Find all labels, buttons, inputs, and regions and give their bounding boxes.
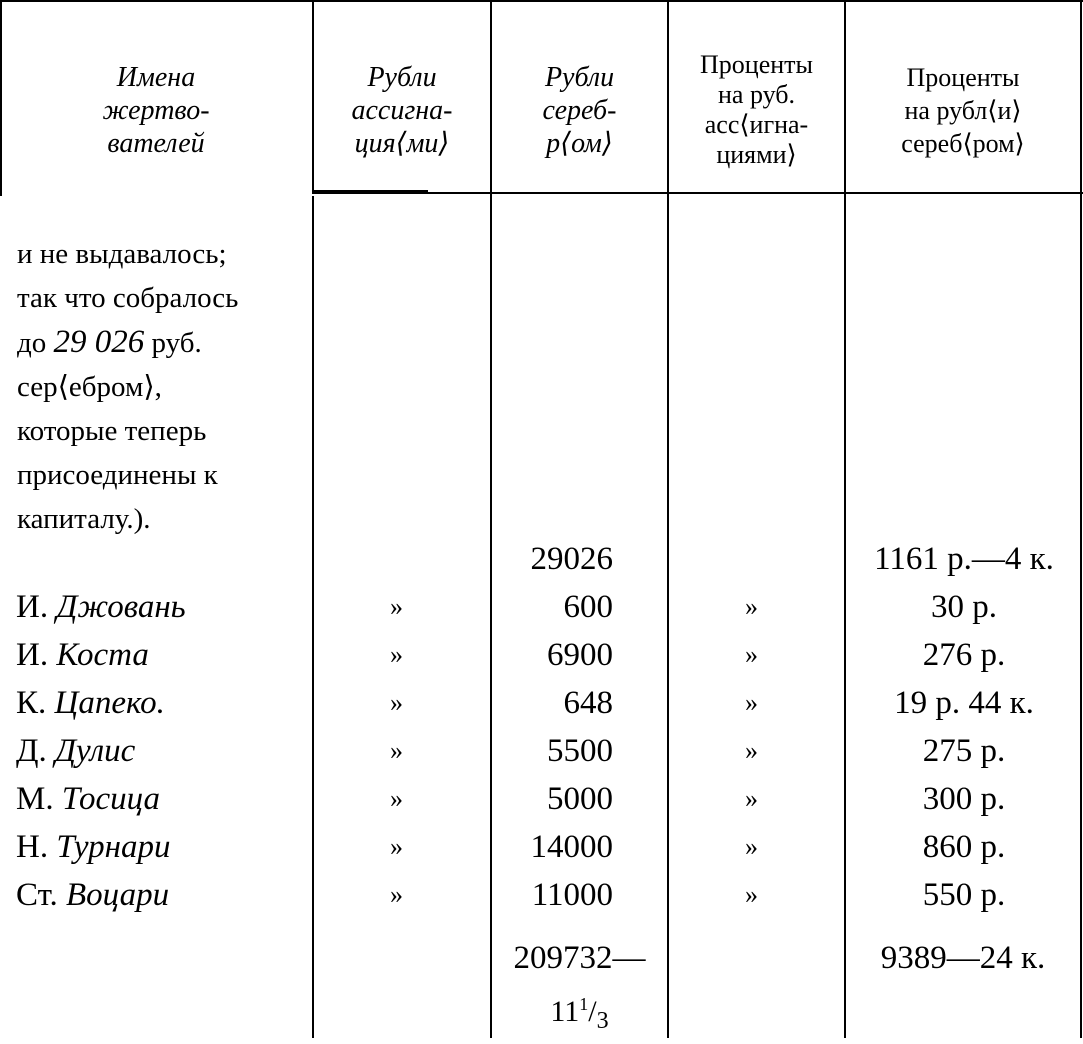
- assignation-interest: »: [745, 784, 758, 813]
- header-rubles-silver: Рубли сереб- р⟨ом⟩: [542, 61, 617, 159]
- silver-amount: 14000: [530, 829, 613, 865]
- table-top-rule: [0, 0, 1083, 2]
- donor-name: И. Джовань: [16, 589, 186, 625]
- note-amount: 29 026: [53, 324, 145, 360]
- assignation-amount: »: [390, 640, 403, 669]
- silver-interest: 300 р.: [922, 781, 1006, 817]
- assignation-amount: »: [390, 592, 403, 621]
- assignation-interest: »: [745, 736, 758, 765]
- total-interest: 9389—24 к.: [880, 940, 1046, 976]
- donor-name: К. Цапеко.: [16, 685, 165, 721]
- note-line: которые теперь: [17, 415, 207, 447]
- silver-interest: 1161 р.—4 к.: [874, 541, 1054, 577]
- assignation-interest: »: [745, 592, 758, 621]
- assignation-amount: »: [390, 832, 403, 861]
- assignation-interest: »: [745, 832, 758, 861]
- note-line: сер⟨ебром⟩,: [17, 371, 162, 403]
- silver-amount: 5000: [547, 781, 613, 817]
- note-line: так что собралось: [17, 282, 239, 314]
- donor-name: И. Коста: [16, 637, 149, 673]
- table-row: [0, 679, 1083, 727]
- header-rubles-assignation: Рубли ассигна- ция⟨ми⟩: [351, 61, 453, 159]
- silver-amount: 29026: [530, 541, 613, 577]
- table-row: [0, 823, 1083, 871]
- note-line: присоединены к: [17, 459, 218, 491]
- header-percent-assignation: Проценты на руб. асс⟨игна- циями⟩: [700, 50, 813, 169]
- silver-amount: 600: [563, 589, 613, 625]
- silver-interest: 860 р.: [922, 829, 1006, 865]
- silver-interest: 19 р. 44 к.: [894, 685, 1034, 721]
- table-row: [0, 775, 1083, 823]
- donor-name: Ст. Воцари: [16, 877, 170, 913]
- note-line: и не выдавалось;: [17, 238, 227, 270]
- total-silver-line2: $11^1/_3$: [550, 994, 609, 1034]
- donor-name: Д. Дулис: [16, 733, 136, 769]
- note-paragraph: [17, 232, 238, 541]
- assignation-amount: »: [390, 880, 403, 909]
- assignation-interest: »: [745, 688, 758, 717]
- table-row: [0, 535, 1083, 583]
- assignation-amount: »: [390, 688, 403, 717]
- table-row: [0, 727, 1083, 775]
- table-row: [0, 871, 1083, 919]
- total-silver-line1: 209732—: [513, 940, 646, 976]
- donor-name: Н. Турнари: [16, 829, 171, 865]
- total-silver: [492, 935, 667, 1044]
- note-line: капиталу.).: [17, 503, 151, 535]
- silver-amount: 6900: [547, 637, 613, 673]
- header-percent-silver: Проценты на рубл⟨и⟩ сереб⟨ром⟩: [901, 62, 1025, 158]
- col1-header-underline: [312, 190, 428, 193]
- silver-interest: 550 р.: [922, 877, 1006, 913]
- assignation-interest: »: [745, 640, 758, 669]
- silver-amount: 648: [563, 685, 613, 721]
- note-line: до 29 026 руб.: [17, 324, 202, 360]
- table-row: [0, 583, 1083, 631]
- silver-interest: 276 р.: [922, 637, 1006, 673]
- header-donors: Имена жертво- вателей: [102, 61, 210, 159]
- silver-interest: 275 р.: [922, 733, 1006, 769]
- assignation-amount: »: [390, 784, 403, 813]
- table-row: [0, 631, 1083, 679]
- assignation-interest: »: [745, 880, 758, 909]
- silver-amount: 11000: [531, 877, 613, 913]
- silver-amount: 5500: [547, 733, 613, 769]
- silver-interest: 30 р.: [931, 589, 997, 625]
- donor-name: М. Тосица: [16, 781, 161, 817]
- assignation-amount: »: [390, 736, 403, 765]
